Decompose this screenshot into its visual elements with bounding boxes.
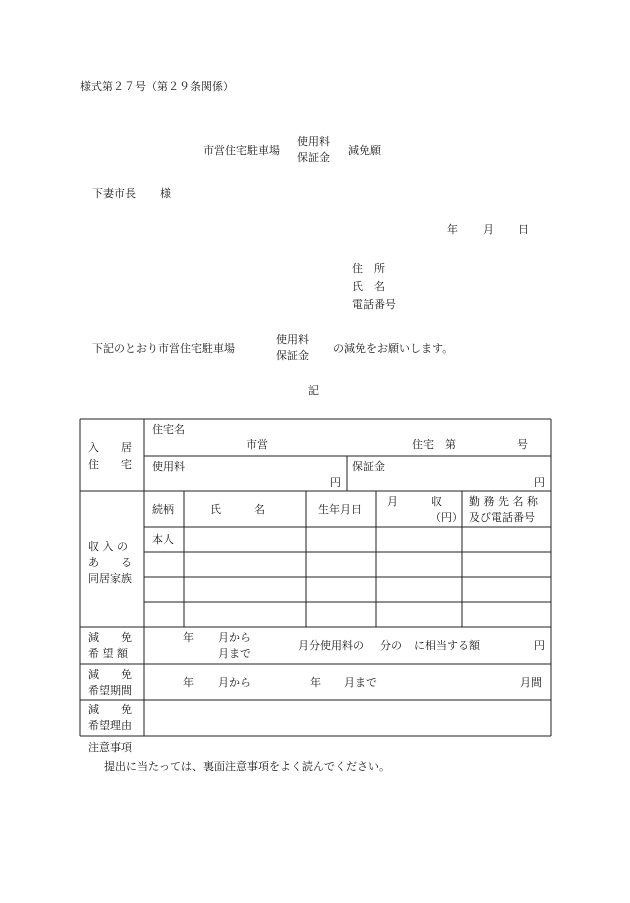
reason-input[interactable] [148, 704, 546, 732]
applicant-phone-input[interactable] [405, 296, 605, 312]
amount-yen: 円 [534, 639, 545, 652]
header-relation: 続柄 [152, 503, 174, 516]
family-row-3-name-input[interactable] [186, 580, 304, 600]
family-row-2-workplace-input[interactable] [464, 555, 549, 575]
request-choice-deposit: 保証金 [276, 349, 309, 362]
title-fee-choice-deposit: 保証金 [297, 151, 330, 164]
reason-label-1: 減 免 [88, 703, 132, 716]
family-row-1-workplace-input[interactable] [464, 530, 549, 550]
header-birthdate: 生年月日 [318, 503, 362, 516]
date-month-label: 月 [483, 223, 494, 236]
title-fee-choice-usage: 使用料 [297, 135, 330, 148]
period-year-1-label: 年 [183, 676, 194, 689]
family-row-3-workplace-input[interactable] [464, 580, 549, 600]
family-label-3: 同居家族 [88, 572, 132, 585]
family-row-2-name-input[interactable] [186, 555, 304, 575]
addressee-honorific: 様 [160, 187, 171, 200]
period-from-label: 月から [218, 676, 251, 689]
amount-equivalent-label: に相当する額 [414, 639, 480, 652]
family-row-1-income-input[interactable] [378, 530, 460, 550]
applicant-name-input[interactable] [405, 278, 605, 294]
notes-heading: 注意事項 [88, 741, 132, 754]
usage-fee-yen: 円 [330, 476, 341, 489]
header-name: 氏 名 [210, 503, 265, 516]
header-income-2: （円） [430, 511, 463, 524]
deposit-input[interactable] [360, 475, 532, 490]
family-row-3-birth-input[interactable] [308, 580, 374, 600]
period-months-input[interactable] [470, 674, 518, 690]
deposit-yen: 円 [534, 476, 545, 489]
applicant-name-label: 氏 名 [352, 280, 385, 293]
housing-city-input[interactable] [150, 437, 244, 453]
family-row-4-relation-input[interactable] [146, 605, 182, 625]
family-row-4-income-input[interactable] [378, 605, 460, 625]
header-workplace-2: 及び電話番号 [469, 511, 535, 524]
period-label-2: 希望期間 [88, 684, 132, 697]
residence-label-2: 住 宅 [88, 458, 132, 471]
family-row-1-birth-input[interactable] [308, 530, 374, 550]
family-row-4-name-input[interactable] [186, 605, 304, 625]
amount-year-label: 年 [183, 631, 194, 644]
request-choice-usage: 使用料 [276, 333, 309, 346]
amount-input[interactable] [488, 637, 532, 653]
notes-text: 提出に当たっては、裏面注意事項をよく読んでください。 [104, 760, 390, 773]
header-workplace-1: 勤 務 先 名 称 [469, 495, 538, 508]
family-row-3-relation-input[interactable] [146, 580, 182, 600]
usage-fee-input[interactable] [160, 475, 328, 490]
amount-fraction-label: 分の [380, 639, 402, 652]
addressee-name: 下妻市長 [92, 187, 136, 200]
housing-name-label: 住宅名 [152, 423, 185, 436]
amount-until-label: 月まで [218, 647, 251, 660]
date-day-input[interactable] [494, 221, 518, 237]
housing-building-label: 住宅 第 [412, 438, 456, 451]
housing-number-input[interactable] [458, 437, 516, 453]
residence-label-1: 入 居 [88, 441, 132, 454]
date-day-label: 日 [518, 223, 529, 236]
applicant-address-input[interactable] [405, 260, 605, 276]
applicant-address-label: 住 所 [352, 262, 385, 275]
housing-name-input[interactable] [278, 437, 410, 453]
title-suffix: 減免願 [348, 144, 381, 157]
family-row-1-name-input[interactable] [186, 530, 304, 550]
family-row-4-birth-input[interactable] [308, 605, 374, 625]
family-row-2-birth-input[interactable] [308, 555, 374, 575]
housing-number-label: 号 [517, 438, 528, 451]
date-year-input[interactable] [420, 221, 446, 237]
date-month-input[interactable] [459, 221, 483, 237]
request-suffix: の減免をお願いします。 [333, 342, 454, 355]
applicant-phone-label: 電話番号 [352, 298, 396, 311]
amount-from-label: 月から [218, 631, 251, 644]
amount-fee-part-label: 月分使用料の [298, 639, 364, 652]
ki-heading: 記 [308, 384, 319, 397]
family-row-1-relation: 本人 [152, 533, 174, 546]
title-prefix: 市営住宅駐車場 [203, 144, 280, 157]
form-number: 様式第２７号（第２９条関係） [80, 80, 234, 93]
request-prefix: 下記のとおり市営住宅駐車場 [92, 342, 235, 355]
family-label-1: 収 入 の [88, 540, 128, 553]
deposit-label: 保証金 [352, 460, 385, 473]
reason-label-2: 希望理由 [88, 719, 132, 732]
family-label-2: あ る [88, 556, 132, 569]
amount-label-1: 減 免 [88, 631, 132, 644]
period-label-1: 減 免 [88, 668, 132, 681]
family-row-3-income-input[interactable] [378, 580, 460, 600]
header-income-1: 月 収 [387, 495, 442, 508]
period-year-2-label: 年 [310, 676, 321, 689]
period-until-label: 月まで [344, 676, 377, 689]
family-row-2-income-input[interactable] [378, 555, 460, 575]
date-year-label: 年 [447, 223, 458, 236]
usage-fee-label: 使用料 [152, 460, 185, 473]
family-row-4-workplace-input[interactable] [464, 605, 549, 625]
family-row-2-relation-input[interactable] [146, 555, 182, 575]
period-months-label: 月間 [520, 676, 542, 689]
housing-municipal-label: 市営 [246, 438, 268, 451]
amount-label-2: 希 望 額 [88, 647, 128, 660]
